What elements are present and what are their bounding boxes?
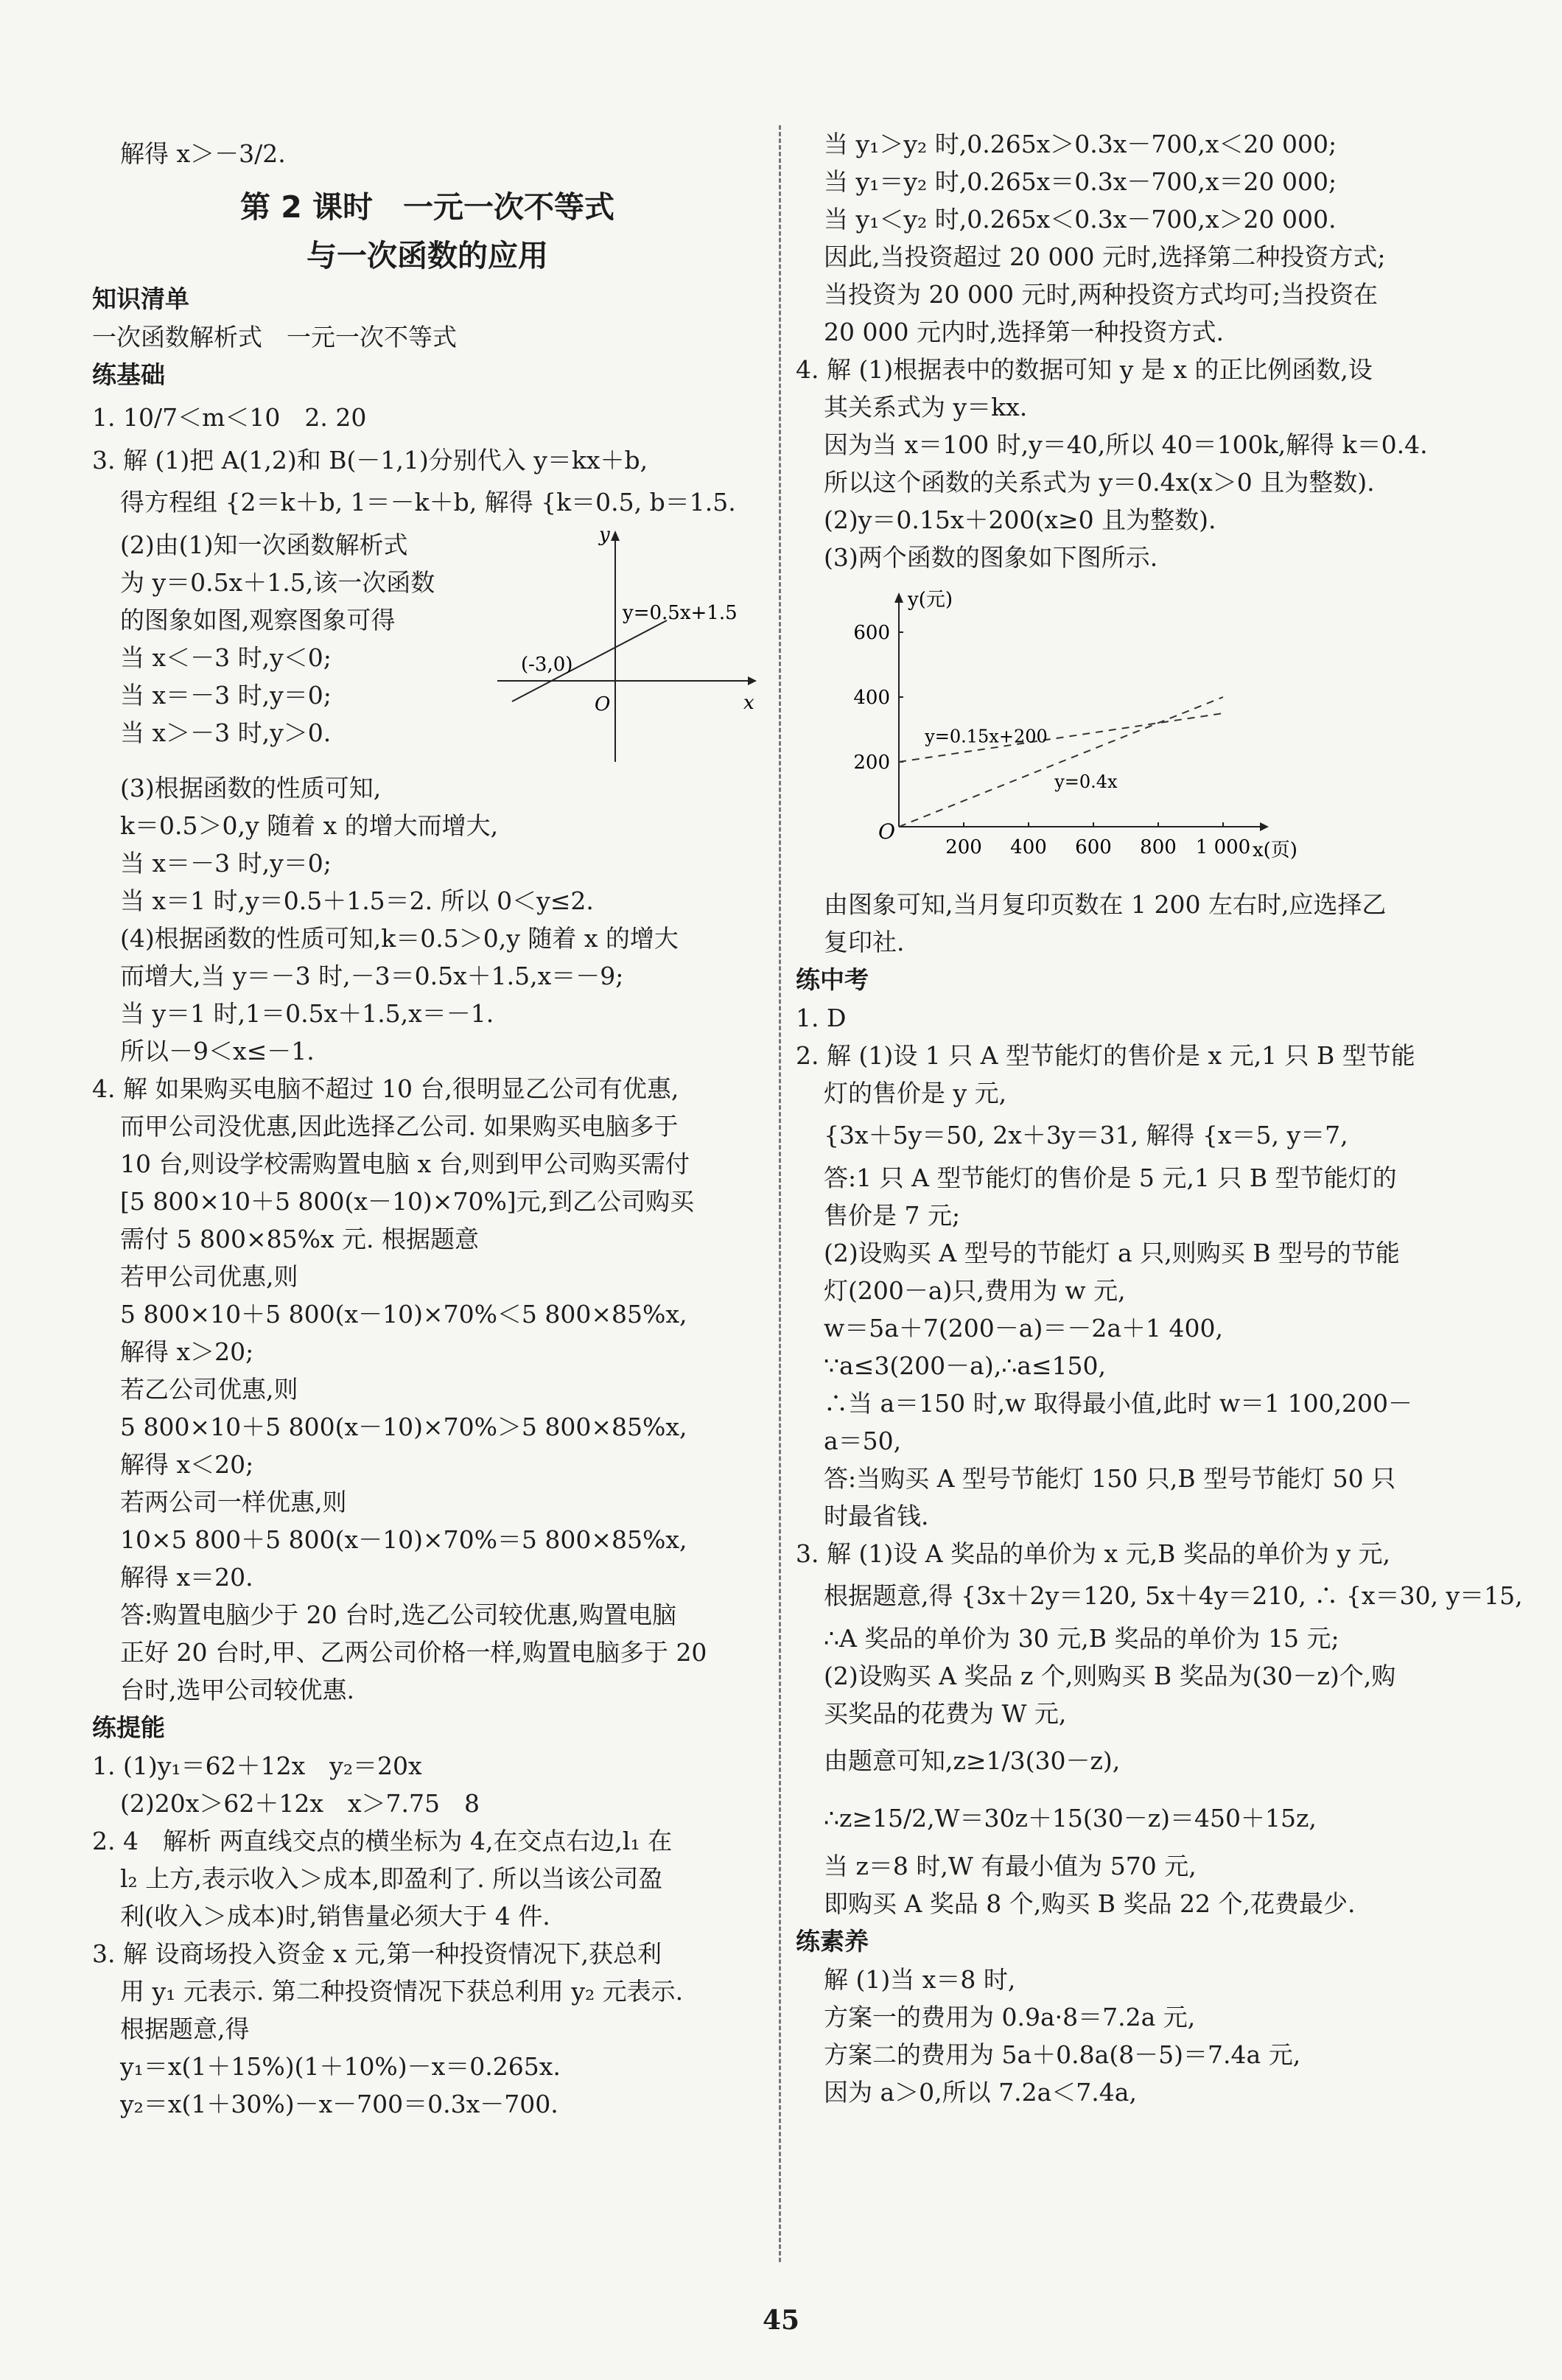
y-axis-label: y(元)	[908, 589, 953, 611]
basic-4-line: 正好 20 台时,甲、乙两公司价格一样,购置电脑多于 20	[120, 1638, 707, 1667]
improve-line: (2)20x＞62＋12x x＞7.75 8	[120, 1789, 480, 1818]
basic-3-line: 当 x＝－3 时,y＝0;	[120, 681, 332, 710]
basic-4-line: 答:购置电脑少于 20 台时,选乙公司较优惠,购置电脑	[120, 1600, 677, 1629]
basic-4-line: 解得 x＜20;	[120, 1450, 254, 1479]
section-basic: 练基础	[92, 360, 165, 389]
exam-line: 灯(200－a)只,费用为 w 元,	[824, 1276, 1126, 1305]
exam-line: 即购买 A 奖品 8 个,购买 B 奖品 22 个,花费最少.	[824, 1889, 1356, 1918]
x-axis-label: x	[743, 692, 754, 714]
exam-line: 根据题意,得 {3x＋2y＝120, 5x＋4y＝210, ∴ {x＝30, y＝15,	[824, 1581, 1523, 1610]
basic-4-line: 4. 解 如果购买电脑不超过 10 台,很明显乙公司有优惠,	[92, 1074, 679, 1103]
improve-line: 2. 4 解析 两直线交点的横坐标为 4,在交点右边,l₁ 在	[92, 1827, 673, 1855]
basic-4-line: 解得 x＞20;	[120, 1337, 254, 1366]
q4-line: 其关系式为 y＝kx.	[824, 393, 1028, 421]
basic-3-line: 得方程组 {2＝k＋b, 1＝－k＋b, 解得 {k＝0.5, b＝1.5.	[120, 488, 736, 517]
section-quality: 练素养	[796, 1927, 869, 1956]
exam-line: 答:1 只 A 型节能灯的售价是 5 元,1 只 B 型节能灯的	[824, 1163, 1397, 1192]
x-axis-arrow	[1260, 822, 1269, 831]
q4-line: (2)y＝0.15x＋200(x≥0 且为整数).	[824, 505, 1216, 534]
x-tick-label: 600	[1075, 836, 1112, 858]
y-tick-label: 400	[853, 687, 890, 709]
basic-4-line: 需付 5 800×85%x 元. 根据题意	[120, 1225, 480, 1253]
right-column	[796, 125, 1523, 2111]
after-chart-line: 由图象可知,当月复印页数在 1 200 左右时,应选择乙	[824, 890, 1387, 919]
exam-line: 答:当购买 A 型号节能灯 150 只,B 型号节能灯 50 只	[824, 1464, 1396, 1493]
quality-line: 因为 a＞0,所以 7.2a＜7.4a,	[824, 2078, 1137, 2107]
exam-line: ∴z≥15/2,W＝30z＋15(30－z)＝450＋15z,	[824, 1804, 1317, 1833]
improve-line: l₂ 上方,表示收入＞成本,即盈利了. 所以当该公司盈	[120, 1864, 663, 1893]
origin-label: O	[878, 819, 895, 844]
basic-3-line: 当 x＞－3 时,y＞0.	[120, 718, 332, 747]
x-tick-label: 200	[945, 836, 982, 858]
exam-line: 3. 解 (1)设 A 奖品的单价为 x 元,B 奖品的单价为 y 元,	[796, 1539, 1390, 1568]
exam-line: ∴当 a＝150 时,w 取得最小值,此时 w＝1 100,200－	[824, 1389, 1413, 1418]
function-graph	[490, 526, 763, 769]
y-tick-label: 200	[853, 752, 890, 774]
lesson-title-line1: 第 2 课时 一元一次不等式	[239, 189, 615, 225]
y-axis-label: y	[599, 526, 610, 546]
basic-3-line: 而增大,当 y＝－3 时,－3＝0.5x＋1.5,x＝－9;	[120, 962, 624, 990]
quality-line: 解 (1)当 x＝8 时,	[824, 1965, 1016, 1994]
improve-line: 3. 解 设商场投入资金 x 元,第一种投资情况下,获总利	[92, 1939, 662, 1968]
cont-line: 因此,当投资超过 20 000 元时,选择第二种投资方式;	[824, 242, 1386, 271]
exam-line: 售价是 7 元;	[824, 1201, 961, 1230]
exam-line: 灯的售价是 y 元,	[824, 1079, 1007, 1107]
basic-4-line: 5 800×10＋5 800(x－10)×70%＞5 800×85%x,	[120, 1413, 687, 1441]
exam-line: 当 z＝8 时,W 有最小值为 570 元,	[824, 1852, 1197, 1880]
graph-block	[92, 526, 763, 769]
series-line	[899, 697, 1223, 827]
improve-line: 根据题意,得	[120, 2015, 250, 2043]
left-column	[92, 125, 763, 2123]
exam-line: (2)设购买 A 奖品 z 个,则购买 B 奖品为(30－z)个,购	[824, 1662, 1396, 1690]
improve-line: 1. (1)y₁＝62＋12x y₂＝20x	[92, 1751, 422, 1780]
origin-label: O	[595, 693, 611, 715]
exam-line: a＝50,	[824, 1427, 902, 1455]
exam-line: 时最省钱.	[824, 1502, 929, 1530]
cont-line: 20 000 元内时,选择第一种投资方式.	[824, 318, 1224, 346]
prev-answer-line: 解得 x＞－3/2.	[120, 139, 286, 168]
basic-answer-1: 1. 10/7＜m＜10 2. 20	[92, 403, 367, 432]
lesson-title-line2: 与一次函数的应用	[307, 238, 548, 273]
exam-line: 2. 解 (1)设 1 只 A 型节能灯的售价是 x 元,1 只 B 型节能	[796, 1041, 1415, 1070]
quality-line: 方案二的费用为 5a＋0.8a(8－5)＝7.4a 元,	[824, 2040, 1301, 2069]
series-label: y=0.15x+200	[925, 726, 1048, 747]
q4-line: 因为当 x＝100 时,y＝40,所以 40＝100k,解得 k＝0.4.	[824, 430, 1428, 459]
basic-4-line: [5 800×10＋5 800(x－10)×70%]元,到乙公司购买	[120, 1187, 695, 1216]
basic-3-line: 为 y＝0.5x＋1.5,该一次函数	[120, 568, 435, 597]
basic-4-line: 若乙公司优惠,则	[120, 1375, 298, 1404]
exam-line: (2)设购买 A 型号的节能灯 a 只,则购买 B 型号的节能	[824, 1239, 1400, 1267]
cont-line: 当投资为 20 000 元时,两种投资方式均可;当投资在	[824, 280, 1379, 309]
column-divider	[779, 125, 781, 2262]
exam-line: 买奖品的花费为 W 元,	[824, 1699, 1067, 1728]
basic-3-line: 的图象如图,观察图象可得	[120, 606, 396, 634]
exam-line: w＝5a＋7(200－a)＝－2a＋1 400,	[824, 1314, 1223, 1343]
x-tick-label: 800	[1140, 836, 1177, 858]
improve-line: 利(收入＞成本)时,销售量必须大于 4 件.	[120, 1902, 550, 1931]
x-tick-label: 1 000	[1195, 836, 1251, 858]
basic-3-line: 当 x＝1 时,y＝0.5＋1.5＝2. 所以 0＜y≤2.	[120, 886, 594, 915]
basic-4-line: 而甲公司没优惠,因此选择乙公司. 如果购买电脑多于	[120, 1112, 679, 1141]
y-axis-arrow	[611, 531, 620, 541]
exam-line: ∴A 奖品的单价为 30 元,B 奖品的单价为 15 元;	[824, 1624, 1339, 1653]
section-exam: 练中考	[796, 965, 869, 994]
basic-3-line: 3. 解 (1)把 A(1,2)和 B(－1,1)分别代入 y＝kx＋b,	[92, 446, 648, 475]
basic-3-line: 当 y＝1 时,1＝0.5x＋1.5,x＝－1.	[120, 999, 494, 1028]
basic-3-line: (2)由(1)知一次函数解析式	[120, 531, 408, 559]
q4-line: (3)两个函数的图象如下图所示.	[824, 543, 1158, 572]
basic-3-line: k＝0.5＞0,y 随着 x 的增大而增大,	[120, 811, 499, 840]
improve-line: 用 y₁ 元表示. 第二种投资情况下获总利用 y₂ 元表示.	[120, 1977, 684, 2006]
q4-line: 所以这个函数的关系式为 y＝0.4x(x＞0 且为整数).	[824, 468, 1375, 497]
basic-3-line: 当 x＜－3 时,y＜0;	[120, 643, 332, 672]
improve-line: y₂＝x(1＋30%)－x－700＝0.3x－700.	[120, 2090, 558, 2118]
y-tick-label: 600	[853, 622, 890, 644]
basic-4-line: 10×5 800＋5 800(x－10)×70%＝5 800×85%x,	[120, 1525, 687, 1554]
chart-block	[796, 576, 1470, 886]
line-label: y=0.5x+1.5	[623, 602, 738, 624]
basic-3-line: 所以－9＜x≤－1.	[120, 1037, 315, 1065]
exam-line: ∵a≤3(200－a),∴a≤150,	[824, 1351, 1107, 1380]
cost-chart	[840, 576, 1356, 886]
cont-line: 当 y₁＜y₂ 时,0.265x＜0.3x－700,x＞20 000.	[824, 205, 1337, 234]
x-axis-arrow	[748, 676, 757, 685]
basic-3-line: (4)根据函数的性质可知,k＝0.5＞0,y 随着 x 的增大	[120, 924, 679, 953]
point-label: (-3,0)	[521, 654, 573, 676]
cont-line: 当 y₁＞y₂ 时,0.265x＞0.3x－700,x＜20 000;	[824, 130, 1337, 158]
exam-line: 由题意可知,z≥1/3(30－z),	[824, 1746, 1121, 1775]
improve-line: y₁＝x(1＋15%)(1＋10%)－x＝0.265x.	[120, 2052, 561, 2081]
section-improve: 练提能	[92, 1713, 165, 1742]
cont-line: 当 y₁＝y₂ 时,0.265x＝0.3x－700,x＝20 000;	[824, 167, 1337, 196]
basic-3-line: 当 x＝－3 时,y＝0;	[120, 849, 332, 878]
x-tick-label: 400	[1010, 836, 1047, 858]
basic-4-line: 10 台,则设学校需购置电脑 x 台,则到甲公司购买需付	[120, 1149, 690, 1178]
x-axis-label: x(页)	[1253, 839, 1297, 861]
knowledge-text: 一次函数解析式 一元一次不等式	[92, 323, 457, 351]
after-chart-line: 复印社.	[824, 928, 905, 956]
q4-line: 4. 解 (1)根据表中的数据可知 y 是 x 的正比例函数,设	[796, 355, 1373, 384]
quality-line: 方案一的费用为 0.9a·8＝7.2a 元,	[824, 2003, 1196, 2031]
y-axis-arrow	[894, 592, 903, 603]
basic-4-line: 若两公司一样优惠,则	[120, 1488, 347, 1516]
exam-line: 1. D	[796, 1004, 847, 1032]
section-knowledge: 知识清单	[92, 284, 189, 313]
basic-3-line: (3)根据函数的性质可知,	[120, 774, 382, 802]
basic-4-line: 台时,选甲公司较优惠.	[120, 1676, 354, 1704]
series-label: y=0.4x	[1054, 771, 1118, 793]
basic-4-line: 若甲公司优惠,则	[120, 1262, 298, 1291]
basic-4-line: 5 800×10＋5 800(x－10)×70%＜5 800×85%x,	[120, 1300, 687, 1329]
page-number: 45	[762, 2305, 800, 2336]
basic-4-line: 解得 x＝20.	[120, 1563, 253, 1592]
exam-line: {3x＋5y＝50, 2x＋3y＝31, 解得 {x＝5, y＝7,	[824, 1121, 1348, 1149]
